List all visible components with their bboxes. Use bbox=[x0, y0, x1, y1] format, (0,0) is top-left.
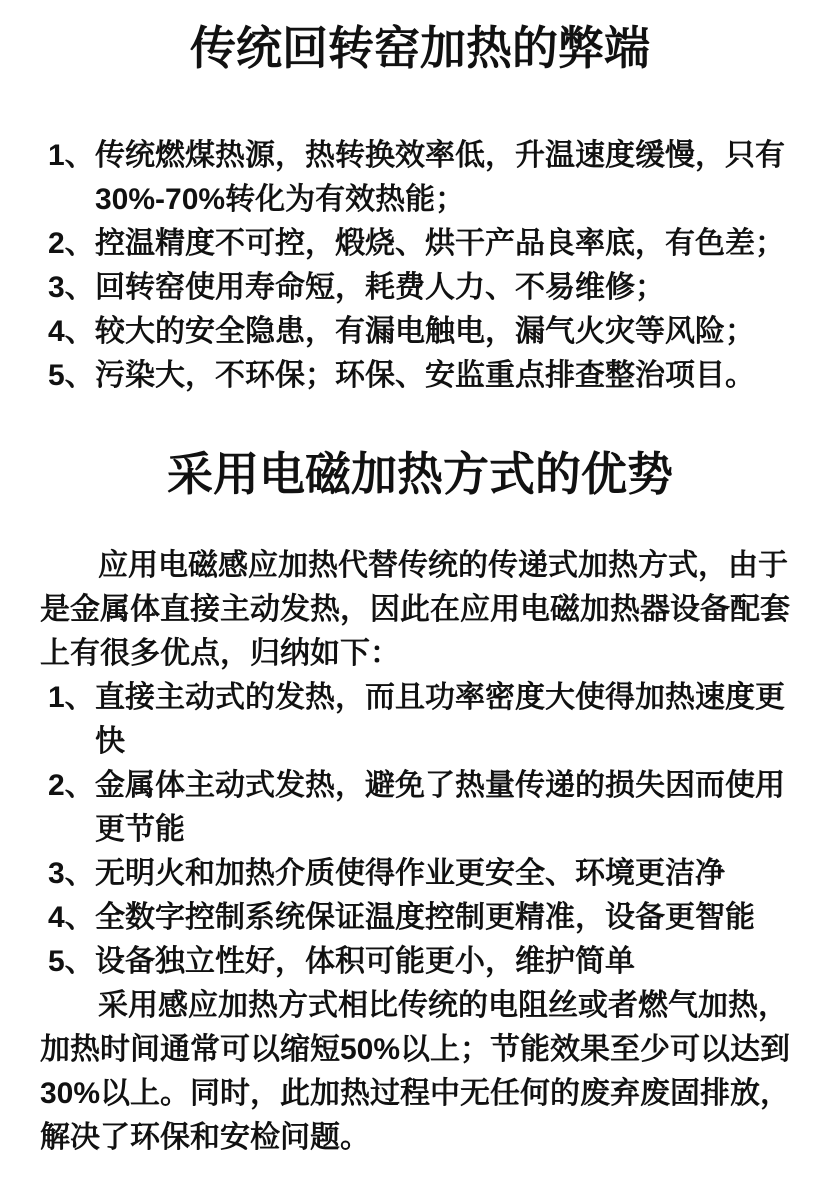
list-item bbox=[40, 134, 800, 222]
list-item-text: 无明火和加热介质使得作业更安全、环境更洁净 bbox=[95, 857, 725, 890]
list-item-number: 1、 bbox=[48, 139, 95, 172]
list-item-text: 传统燃煤热源，热转换效率低，升温速度缓慢，只有30%-70%转化为有效热能； bbox=[95, 139, 785, 216]
list-item-text: 金属体主动式发热，避免了热量传递的损失因而使用更节能 bbox=[95, 769, 785, 846]
list-item bbox=[40, 764, 800, 852]
list-item-text: 控温精度不可控，煅烧、烘干产品良率底，有色差； bbox=[95, 227, 785, 260]
list-item-number: 3、 bbox=[48, 857, 95, 890]
section1-list bbox=[40, 134, 800, 398]
list-item bbox=[40, 676, 800, 764]
list-item-number: 4、 bbox=[48, 315, 95, 348]
list-item bbox=[40, 266, 800, 310]
list-item bbox=[40, 310, 800, 354]
list-item bbox=[40, 852, 800, 896]
list-item bbox=[40, 940, 800, 984]
section2-list bbox=[40, 676, 800, 984]
list-item-number: 2、 bbox=[48, 227, 95, 260]
list-item-number: 4、 bbox=[48, 901, 95, 934]
section2-title: 采用电磁加热方式的优势 bbox=[167, 448, 673, 500]
section2-summary-paragraph: 采用感应加热方式相比传统的电阻丝或者燃气加热，加热时间通常可以缩短50%以上；节能效果至少可以达到30%以上。同时，此加热过程中无任何的废弃废固排放，解决了环保和安检问题。 bbox=[40, 989, 791, 1154]
list-item bbox=[40, 222, 800, 266]
list-item-number: 5、 bbox=[48, 359, 95, 392]
list-item-number: 1、 bbox=[48, 681, 95, 714]
list-item-number: 5、 bbox=[48, 945, 95, 978]
section2-intro-paragraph: 应用电磁感应加热代替传统的传递式加热方式，由于是金属体直接主动发热，因此在应用电磁加热器设备配套上有很多优点，归纳如下： bbox=[40, 549, 790, 670]
list-item-number: 3、 bbox=[48, 271, 95, 304]
list-item-number: 2、 bbox=[48, 769, 95, 802]
list-item-text: 回转窑使用寿命短，耗费人力、不易维修； bbox=[95, 271, 665, 304]
list-item bbox=[40, 896, 800, 940]
list-item-text: 较大的安全隐患，有漏电触电，漏气火灾等风险； bbox=[95, 315, 755, 348]
list-item bbox=[40, 354, 800, 398]
section1-title: 传统回转窑加热的弊端 bbox=[190, 22, 650, 74]
list-item-text: 污染大，不环保；环保、安监重点排查整治项目。 bbox=[95, 359, 755, 392]
list-item-text: 设备独立性好，体积可能更小，维护简单 bbox=[95, 945, 635, 978]
list-item-text: 全数字控制系统保证温度控制更精准，设备更智能 bbox=[95, 901, 755, 934]
list-item-text: 直接主动式的发热，而且功率密度大使得加热速度更快 bbox=[95, 681, 785, 758]
